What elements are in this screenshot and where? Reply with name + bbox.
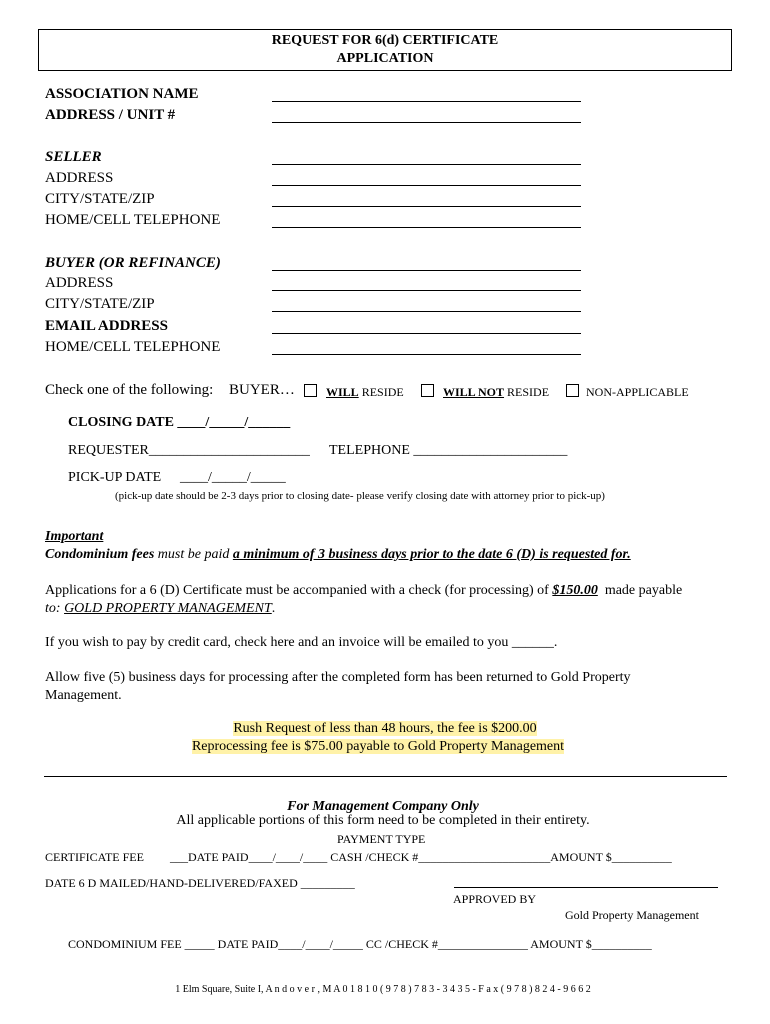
title-line-1: REQUEST FOR 6(d) CERTIFICATE <box>271 33 499 48</box>
reside-text-1: RESIDE <box>358 385 404 399</box>
processing-text-1: Allow five (5) business days for processing after the completed form has been returned to Gold Property <box>45 670 631 685</box>
will-text: WILL <box>326 385 359 399</box>
pickup-date-label: PICK-UP DATE <box>68 470 162 485</box>
office-heading: For Management Company Only <box>287 799 479 814</box>
important-heading: Important <box>45 529 104 544</box>
reprocess-fee-wrap <box>0 739 756 755</box>
check-prompt: Check one of the following: <box>45 382 214 398</box>
reside-text-2: RESIDE <box>504 385 550 399</box>
approved-by-line[interactable] <box>454 887 718 888</box>
will-not-reside-option[interactable] <box>421 384 549 400</box>
will-reside-checkbox[interactable] <box>304 384 317 397</box>
buyer-email-label: EMAIL ADDRESS <box>45 318 168 334</box>
pickup-note: (pick-up date should be 2-3 days prior to closing date- please verify closing date with attorney prior to pick-up) <box>115 490 605 502</box>
association-name-label: ASSOCIATION NAME <box>45 86 199 102</box>
payable-text: made payable <box>604 583 683 598</box>
will-not-reside-checkbox[interactable] <box>421 384 434 397</box>
certificate-fee-label: CERTIFICATE FEE <box>45 850 144 864</box>
company-name: Gold Property Management <box>565 908 699 922</box>
reprocess-fee: Reprocessing fee is $75.00 payable to Gold Property Management <box>191 739 565 754</box>
section-divider <box>44 776 727 777</box>
seller-city-field[interactable] <box>272 206 581 207</box>
form-title <box>38 29 732 71</box>
certificate-fee-row[interactable]: ___DATE PAID____/____/____ CASH /CHECK #______________________AMOUNT $__________ <box>170 850 672 864</box>
footer-address: 1 Elm Square, Suite I, A n d o v e r , M A 0 1 8 1 0 ( 9 7 8 ) 7 8 3 - 3 4 3 5 - F a x ( 9 7 8 ) 8 2 4 - 9 6 6 2 <box>175 984 591 995</box>
buyer-label: BUYER (OR REFINANCE) <box>45 255 221 271</box>
pickup-date-field[interactable]: ____/_____/_____ <box>180 470 286 485</box>
condo-fees-text: Condominium fees <box>45 547 155 562</box>
rush-fee-wrap <box>0 721 770 737</box>
will-not-text: WILL NOT <box>443 385 505 399</box>
non-applicable-option[interactable] <box>566 384 689 400</box>
seller-address-label: ADDRESS <box>45 170 114 186</box>
title-line-2: APPLICATION <box>336 51 434 66</box>
office-subheading: All applicable portions of this form need to be completed in their entirety. <box>176 813 590 828</box>
non-applicable-checkbox[interactable] <box>566 384 579 397</box>
rush-fee: Rush Request of less than 48 hours, the fee is $200.00 <box>233 721 537 736</box>
fee-amount: $150.00 <box>552 583 598 598</box>
date-mailed-field[interactable]: DATE 6 D MAILED/HAND-DELIVERED/FAXED _________ <box>45 876 355 890</box>
seller-city-label: CITY/STATE/ZIP <box>45 191 155 207</box>
buyer-address-field[interactable] <box>272 290 581 291</box>
non-applicable-text: NON-APPLICABLE <box>586 385 689 399</box>
seller-phone-field[interactable] <box>272 227 581 228</box>
will-reside-option[interactable] <box>304 384 404 400</box>
to-text: to: <box>45 601 61 616</box>
seller-label: SELLER <box>45 149 102 165</box>
requester-field[interactable]: REQUESTER_______________________ <box>68 443 310 458</box>
association-name-field[interactable] <box>272 101 581 102</box>
buyer-city-field[interactable] <box>272 311 581 312</box>
buyer-city-label: CITY/STATE/ZIP <box>45 296 155 312</box>
telephone-field[interactable]: TELEPHONE ______________________ <box>329 443 568 458</box>
condo-fee-notice <box>45 547 631 563</box>
credit-card-paragraph: If you wish to pay by credit card, check here and an invoice will be emailed to you ______. <box>45 635 558 650</box>
buyer-address-label: ADDRESS <box>45 275 114 291</box>
seller-phone-label: HOME/CELL TELEPHONE <box>45 212 221 228</box>
condominium-fee-row[interactable]: CONDOMINIUM FEE _____ DATE PAID____/____/_____ CC /CHECK #_______________ AMOUNT $__________ <box>68 937 652 951</box>
buyer-email-field[interactable] <box>272 333 581 334</box>
address-unit-field[interactable] <box>272 122 581 123</box>
approved-by-label: APPROVED BY <box>453 892 537 906</box>
must-be-paid-text: must be paid <box>154 547 233 562</box>
minimum-days-text: a minimum of 3 business days prior to the date 6 (D) is requested for. <box>232 547 631 562</box>
seller-field[interactable] <box>272 164 581 165</box>
processing-paragraph <box>45 669 631 705</box>
buyer-phone-field[interactable] <box>272 354 581 355</box>
buyer-field[interactable] <box>272 270 581 271</box>
payee-name: GOLD PROPERTY MANAGEMENT <box>64 601 272 616</box>
application-text: Applications for a 6 (D) Certificate must be accompanied with a check (for processing) of <box>45 583 549 598</box>
closing-date-field[interactable]: CLOSING DATE ____/_____/______ <box>68 415 291 430</box>
application-paragraph: Applications for a 6 (D) Certificate must be accompanied with a check (for processing) of $150.00 made payable to: GOLD PROPERTY MANAGEMENT. <box>45 583 683 616</box>
seller-address-field[interactable] <box>272 185 581 186</box>
processing-text-2: Management. <box>45 688 122 703</box>
buyer-phone-label: HOME/CELL TELEPHONE <box>45 339 221 355</box>
payment-type-label: PAYMENT TYPE <box>337 832 426 846</box>
address-unit-label: ADDRESS / UNIT # <box>45 107 176 123</box>
check-buyer: BUYER… <box>229 382 295 398</box>
